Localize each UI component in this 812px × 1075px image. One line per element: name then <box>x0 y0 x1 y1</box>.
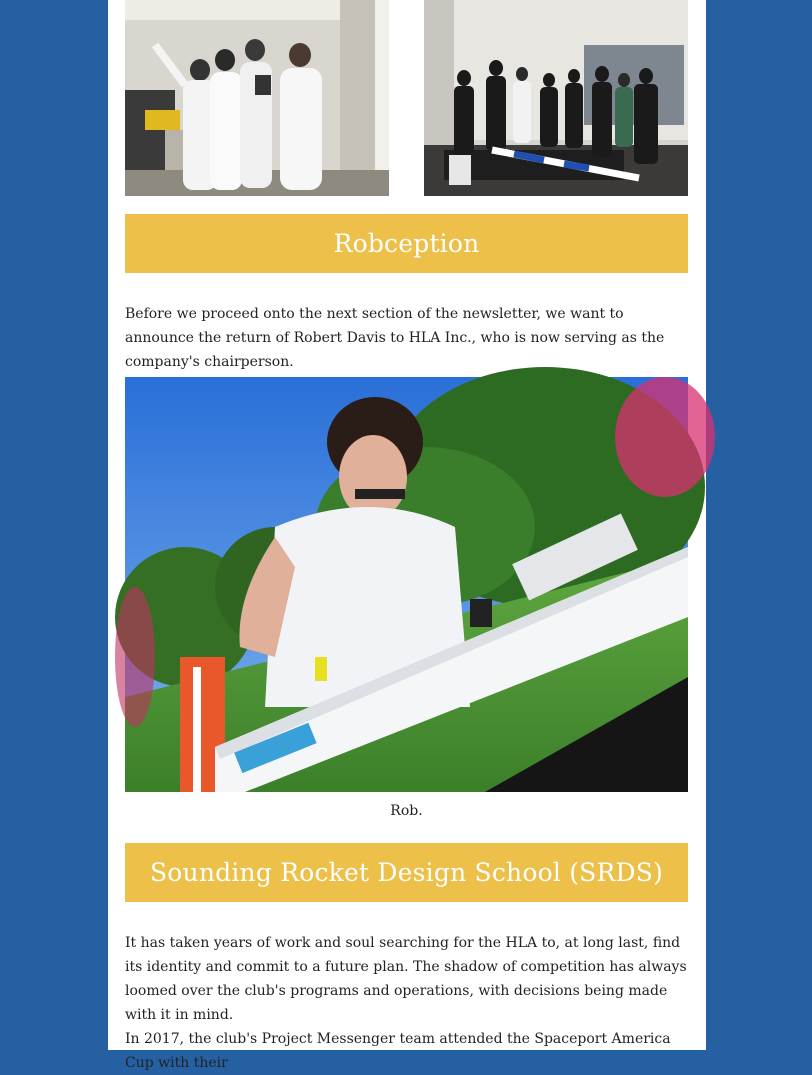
photo-team-in-workshop <box>424 0 688 196</box>
photo-team-in-protective-suits <box>125 0 389 196</box>
rob-photo-caption: Rob. <box>390 803 423 819</box>
robception-heading: Robception <box>125 214 688 273</box>
robception-paragraph: Before we proceed onto the next section of the newsletter, we want to announce the return of Robert Davis to HLA Inc., who is now serving as the company's chairperson. <box>125 306 665 370</box>
srds-paragraph-2: In 2017, the club's Project Messenger team attended the Spaceport America Cup with their <box>125 1031 671 1071</box>
newsletter-page <box>108 0 706 1071</box>
srds-heading: Sounding Rocket Design School (SRDS) <box>125 843 688 902</box>
srds-paragraph-1: It has taken years of work and soul searching for the HLA to, at long last, find its identity and commit to a future plan. The shadow of competition has always loomed over the club's programs and operations, with decisions being made with it in mind. <box>125 935 687 1023</box>
photo-rob <box>125 377 688 792</box>
